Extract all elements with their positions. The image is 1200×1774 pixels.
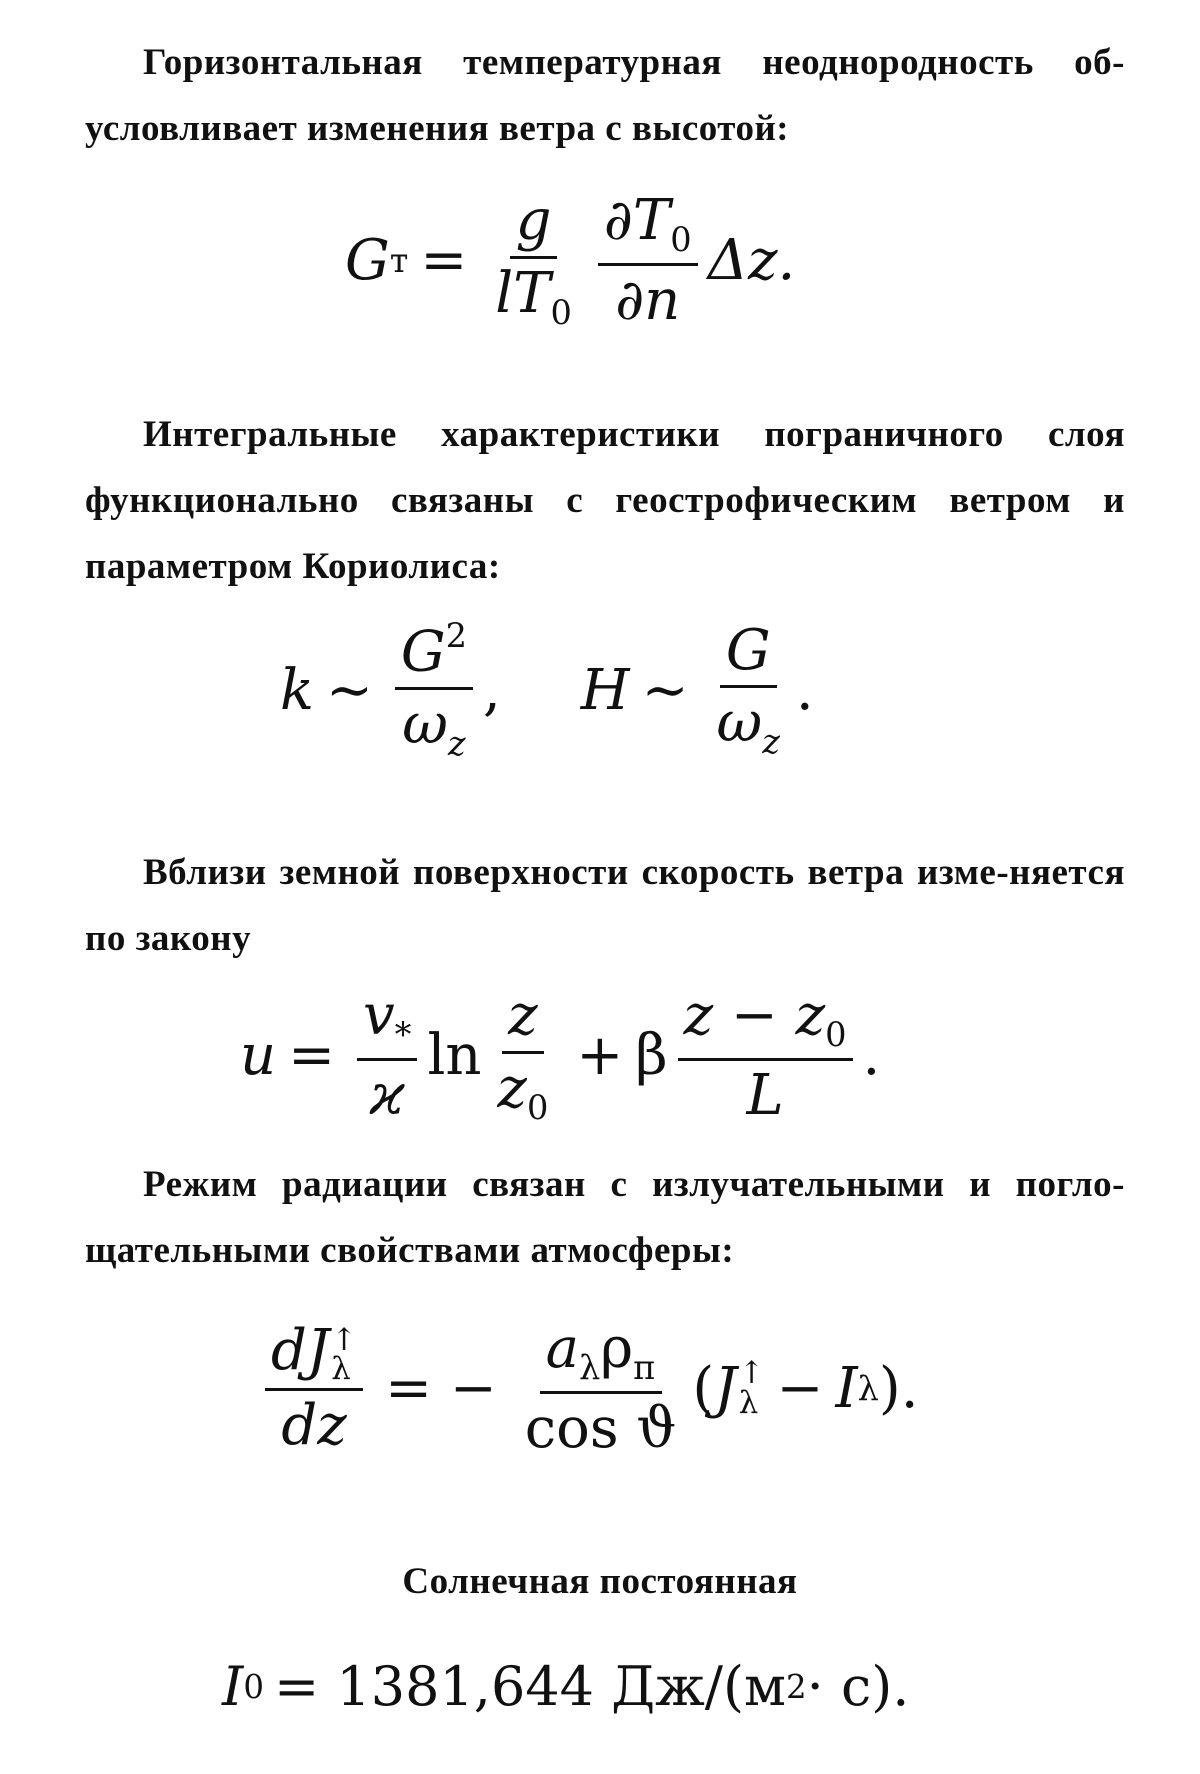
symbol-lambda: λ [331,1350,351,1387]
solar-constant-value: = 1381,644 Дж/(м [273,1655,787,1718]
subscript-0: 0 [670,219,692,259]
subscript-t: т [389,241,409,281]
paragraph-thermal-wind: Горизонтальная температурная неоднородность об-условливает изменения ветра с высотой: [85,42,1125,149]
arrow-lambda-index [738,1355,765,1421]
delta-z: Δz. [707,228,796,294]
formula-thermal-wind [345,190,795,331]
equals-sign: = [288,1023,335,1089]
fraction-z-over-z0 [491,985,554,1126]
fraction-numerator [395,618,473,690]
heading-solar-constant: Солнечная постоянная [402,1561,798,1602]
subscript-p: п [633,1347,656,1387]
minus-sign: − [776,1356,824,1422]
superscript-2: 2 [786,1667,807,1706]
fraction-a-rho-over-cos [519,1318,683,1459]
formula-radiative-transfer [255,1318,919,1459]
symbol-J: J [714,1356,737,1422]
superscript-2: 2 [445,616,467,655]
period: . [795,657,814,723]
symbol-omega: ω [402,692,448,758]
symbol-G: G [400,619,446,685]
symbol-l: l [495,260,514,326]
tilde-sign: ∼ [325,657,373,723]
paragraph-surface-wind: Вблизи земной поверхности скорость ветра изме-няется по закону [85,852,1125,959]
fraction-g-over-lT0 [489,190,578,331]
paragraph-boundary-layer: Интегральные характеристики пограничного слоя функционально связаны с геострофическим ветром и параметром Кориолиса: [85,414,1125,587]
symbol-dJ: dJ [271,1318,330,1384]
tilde-sign: ∼ [641,657,689,723]
symbol-partial: ∂ [603,188,633,253]
symbol-beta: β [635,1023,668,1089]
symbol-lambda: λ [738,1384,759,1421]
symbol-I: I [222,1655,244,1718]
symbol-k: k [280,657,314,723]
formula-solar-constant [222,1655,909,1718]
symbol-rho: ρ [600,1316,634,1381]
fraction-denominator [396,690,471,763]
symbol-T: T [513,260,551,326]
fraction-G-over-omega [711,617,786,762]
fraction-denominator [491,1054,554,1127]
ln-operator: ln [427,1023,482,1089]
open-paren: ( [692,1356,715,1422]
fraction-numerator: G [720,620,777,689]
fraction-numerator [265,1320,363,1391]
arrow-lambda-index [331,1321,358,1387]
fraction-numerator [540,1318,662,1394]
symbol-I: I [835,1356,858,1422]
fraction-vstar-over-kappa [357,985,417,1126]
fraction-denominator: ϰ [369,1062,405,1128]
subscript-0: 0 [825,1014,847,1054]
symbol-T: T [632,188,671,253]
symbol-a: a [545,1316,579,1381]
fraction-denominator [489,259,578,332]
symbol-v: v [363,983,395,1048]
symbol-G: G [345,228,390,294]
subscript-0: 0 [243,1667,264,1706]
symbol-omega: ω [716,690,763,756]
fraction-numerator [678,985,853,1061]
fraction-numerator: z [502,985,544,1054]
formula-log-wind-profile [240,985,880,1126]
symbol-z-minus-z: z − z [683,983,826,1048]
subscript-z: z [447,723,466,763]
unit-tail: · с). [806,1655,910,1718]
symbol-z: z [497,1055,527,1121]
fraction-G2-over-omega [395,618,473,763]
fraction-dJ-over-dz [265,1318,363,1459]
comma: , [482,657,501,723]
formula-boundary-layer [280,618,814,763]
close-paren-period: ). [878,1356,919,1422]
up-arrow-icon: ↑ [738,1355,765,1392]
fraction-denominator: dz [281,1393,347,1459]
subscript-0: 0 [526,1087,549,1127]
up-arrow-icon: ↑ [331,1321,358,1358]
equals-minus-sign: = − [385,1356,497,1422]
period: . [862,1023,881,1089]
fraction-numerator: g [510,190,558,259]
subscript-z: z [762,722,780,762]
equals-sign: = [420,228,468,294]
fraction-zdiff-over-L [678,985,853,1126]
subscript-star: * [394,1014,412,1054]
symbol-H: H [580,657,630,723]
fraction-denominator: L [746,1062,784,1128]
fraction-denominator: cos ϑ [524,1395,677,1461]
fraction-numerator [598,190,698,266]
fraction-denominator [711,688,786,761]
plus-sign: + [576,1023,624,1089]
subscript-lambda: λ [578,1347,601,1387]
fraction-denominator: ∂n [615,267,681,333]
symbol-u: u [240,1023,277,1089]
fraction-dT0-over-dn [598,190,698,331]
fraction-numerator [357,985,417,1061]
subscript-0: 0 [550,292,572,332]
paragraph-radiation: Режим радиации связан с излучательными и погло-щательными свойствами атмосферы: [85,1164,1125,1271]
subscript-lambda: λ [857,1369,879,1409]
